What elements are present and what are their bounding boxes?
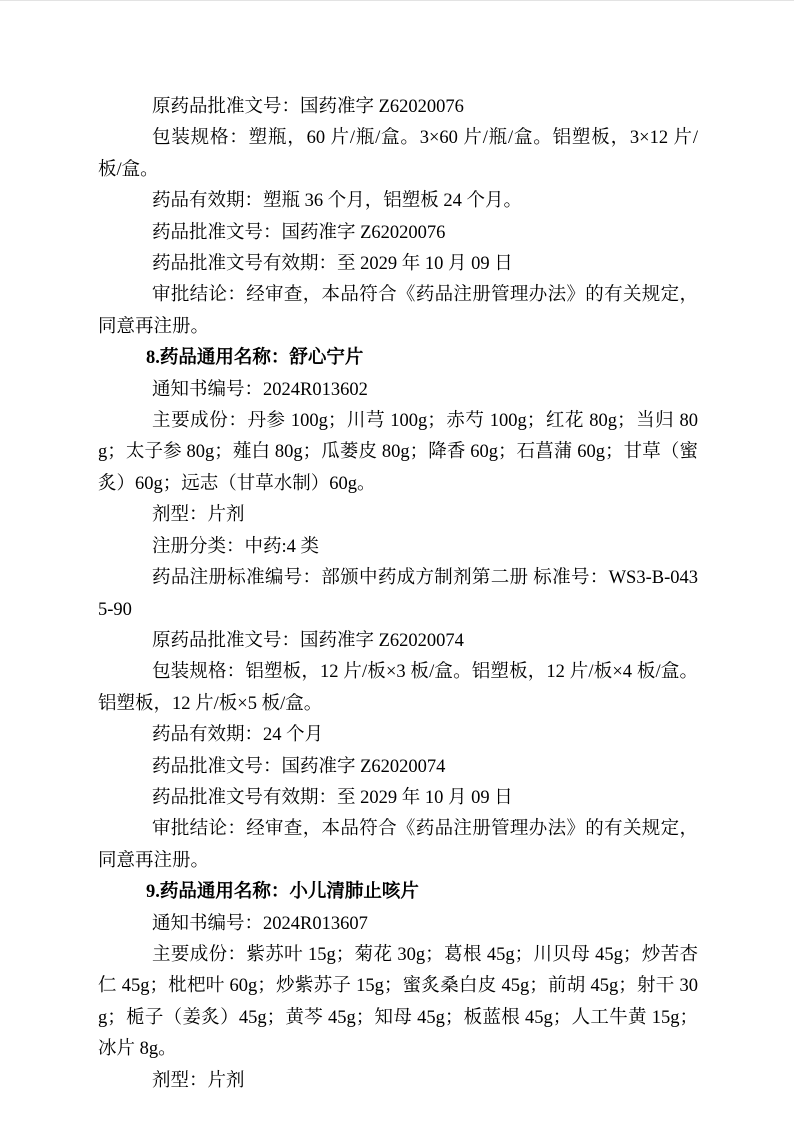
field-notice-number: 通知书编号：2024R013602 [152,379,368,400]
field-approval-number: 药品批准文号：国药准字 Z62020076 [152,222,446,243]
field-dosage-form: 剂型：片剂 [152,1070,245,1091]
field-shelf-life: 药品有效期：24 个月 [152,725,324,746]
field-registration-standard: 药品注册标准编号：部颁中药成方制剂第二册 标准号：WS3-B-0435-90 [98,568,698,620]
section-9-heading: 9.药品通用名称：小儿清肺止咳片 [146,882,419,903]
field-approval-conclusion: 审批结论：经审查，本品符合《药品注册管理办法》的有关规定，同意再注册。 [98,285,698,337]
field-packaging-spec: 包装规格：铝塑板，12 片/板×3 板/盒。铝塑板，12 片/板×4 板/盒。铝塑板，12 片/板×5 板/盒。 [98,662,698,714]
field-shelf-life: 药品有效期：塑瓶 36 个月，铝塑板 24 个月。 [152,191,523,212]
field-original-approval-number: 原药品批准文号：国药准字 Z62020074 [152,630,464,651]
field-registration-category: 注册分类：中药:4 类 [152,536,320,557]
field-original-approval-number: 原药品批准文号：国药准字 Z62020076 [152,97,464,117]
field-approval-conclusion: 审批结论：经审查，本品符合《药品注册管理办法》的有关规定，同意再注册。 [98,819,698,871]
section-8-heading: 8.药品通用名称：舒心宁片 [146,348,364,369]
field-dosage-form: 剂型：片剂 [152,505,245,526]
field-notice-number: 通知书编号：2024R013607 [152,913,368,934]
field-approval-number: 药品批准文号：国药准字 Z62020074 [152,756,446,777]
field-approval-validity: 药品批准文号有效期：至 2029 年 10 月 09 日 [152,787,513,808]
field-main-ingredients: 主要成份：丹参 100g；川芎 100g；赤芍 100g；红花 80g；当归 80g；太子参 80g；薤白 80g；瓜蒌皮 80g；降香 60g；石菖蒲 60g；甘草（蜜炙）60g；远志（甘草水制）60g。 [98,411,698,494]
field-packaging-spec: 包装规格：塑瓶，60 片/瓶/盒。3×60 片/瓶/盒。铝塑板，3×12 片/板/盒。 [98,128,698,180]
field-main-ingredients: 主要成份：紫苏叶 15g；菊花 30g；葛根 45g；川贝母 45g；炒苦杏仁 45g；枇杷叶 60g；炒紫苏子 15g；蜜炙桑白皮 45g；前胡 45g；射干 30g；栀子（姜炙）45g；黄芩 45g；知母 45g；板蓝根 45g；人工牛黄 15g；冰片 8g。 [98,944,698,1060]
document-body [98,92,698,1097]
field-approval-validity: 药品批准文号有效期：至 2029 年 10 月 09 日 [152,254,513,275]
